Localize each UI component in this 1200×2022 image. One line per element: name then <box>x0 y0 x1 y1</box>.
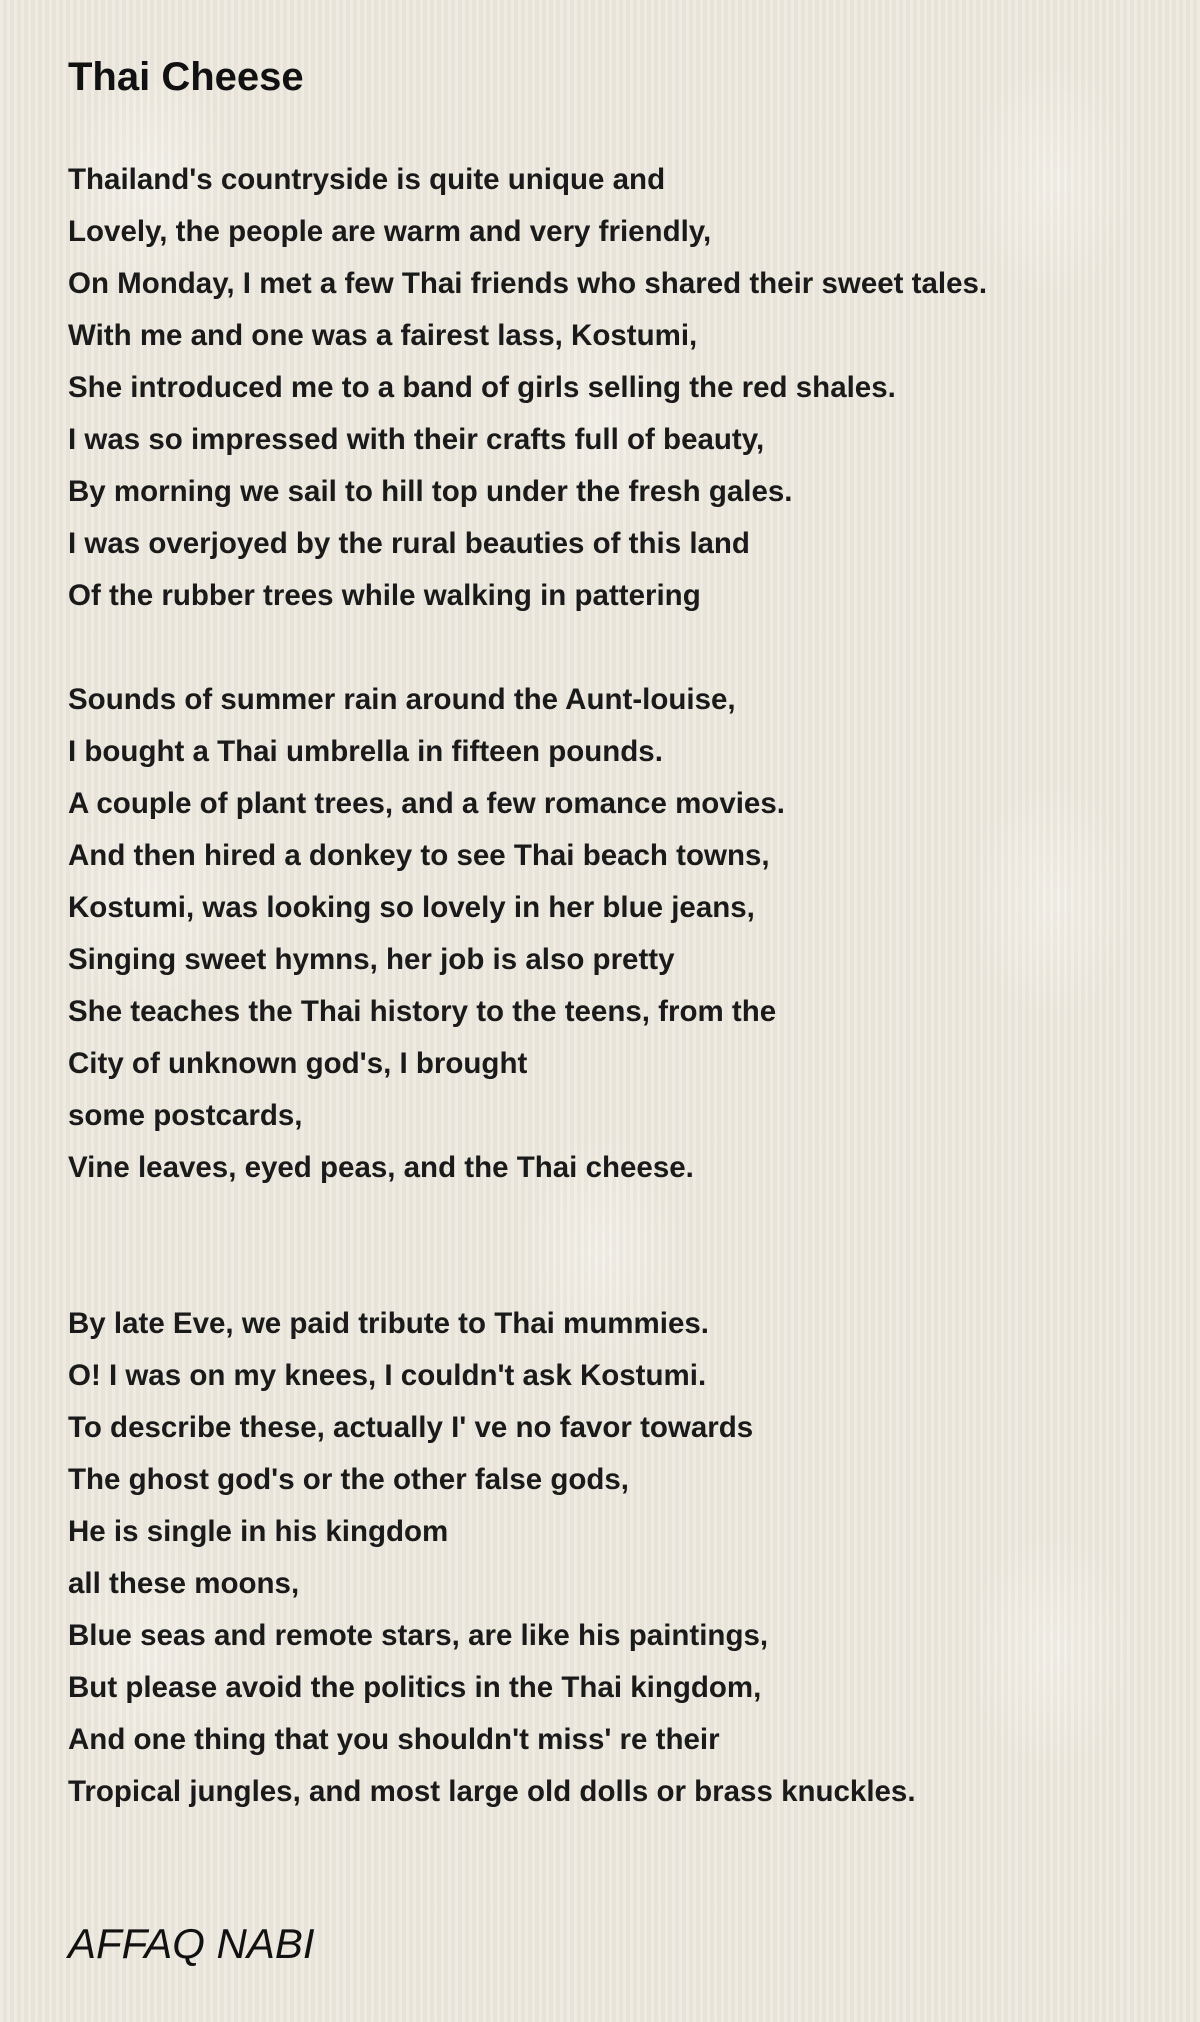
poem-line: I was overjoyed by the rural beauties of this land <box>68 527 750 560</box>
poem-line: Kostumi, was looking so lovely in her blue jeans, <box>68 891 755 924</box>
stanza-1 <box>68 154 1168 622</box>
poem-line: By morning we sail to hill top under the fresh gales. <box>68 475 793 508</box>
poem-line: Tropical jungles, and most large old dolls or brass knuckles. <box>68 1775 916 1808</box>
poem-line: Thailand's countryside is quite unique and <box>68 163 666 196</box>
poem-line: Lovely, the people are warm and very friendly, <box>68 215 712 248</box>
poem-line: Vine leaves, eyed peas, and the Thai cheese. <box>68 1151 694 1184</box>
poem-line: She teaches the Thai history to the teens, from the <box>68 995 777 1028</box>
poem-line: O! I was on my knees, I couldn't ask Kostumi. <box>68 1359 707 1392</box>
stanza-break <box>68 1194 1168 1246</box>
poem-body <box>68 154 1168 1818</box>
poem-line: Sounds of summer rain around the Aunt-louise, <box>68 683 736 716</box>
poem-line: And then hired a donkey to see Thai beach towns, <box>68 839 770 872</box>
poem-line: On Monday, I met a few Thai friends who shared their sweet tales. <box>68 267 988 300</box>
poem-line: With me and one was a fairest lass, Kostumi, <box>68 319 698 352</box>
poem-line: Singing sweet hymns, her job is also pretty <box>68 943 675 976</box>
stanza-3 <box>68 1298 1168 1818</box>
poem-line: some postcards, <box>68 1099 303 1132</box>
poem-line: Blue seas and remote stars, are like his paintings, <box>68 1619 769 1652</box>
poem-line: And one thing that you shouldn't miss' re their <box>68 1723 720 1756</box>
poem-line: all these moons, <box>68 1567 300 1600</box>
poem-line: But please avoid the politics in the Thai kingdom, <box>68 1671 762 1704</box>
poem-line: City of unknown god's, I brought <box>68 1047 528 1080</box>
poem-line: To describe these, actually I' ve no favor towards <box>68 1411 754 1444</box>
poem-author: AFFAQ NABI <box>68 1920 315 1967</box>
poem-line: Of the rubber trees while walking in pattering <box>68 579 701 612</box>
stanza-break <box>68 622 1168 674</box>
poem-line: The ghost god's or the other false gods, <box>68 1463 629 1496</box>
poem-line: He is single in his kingdom <box>68 1515 449 1548</box>
poem-line: She introduced me to a band of girls selling the red shales. <box>68 371 896 404</box>
poem-line: I bought a Thai umbrella in fifteen pounds. <box>68 735 663 768</box>
poem-line: A couple of plant trees, and a few romance movies. <box>68 787 785 820</box>
poem-title: Thai Cheese <box>68 55 304 99</box>
poem-card <box>68 50 1168 1818</box>
stanza-break <box>68 1246 1168 1298</box>
poem-line: By late Eve, we paid tribute to Thai mummies. <box>68 1307 709 1340</box>
stanza-2 <box>68 674 1168 1194</box>
poem-line: I was so impressed with their crafts full of beauty, <box>68 423 765 456</box>
